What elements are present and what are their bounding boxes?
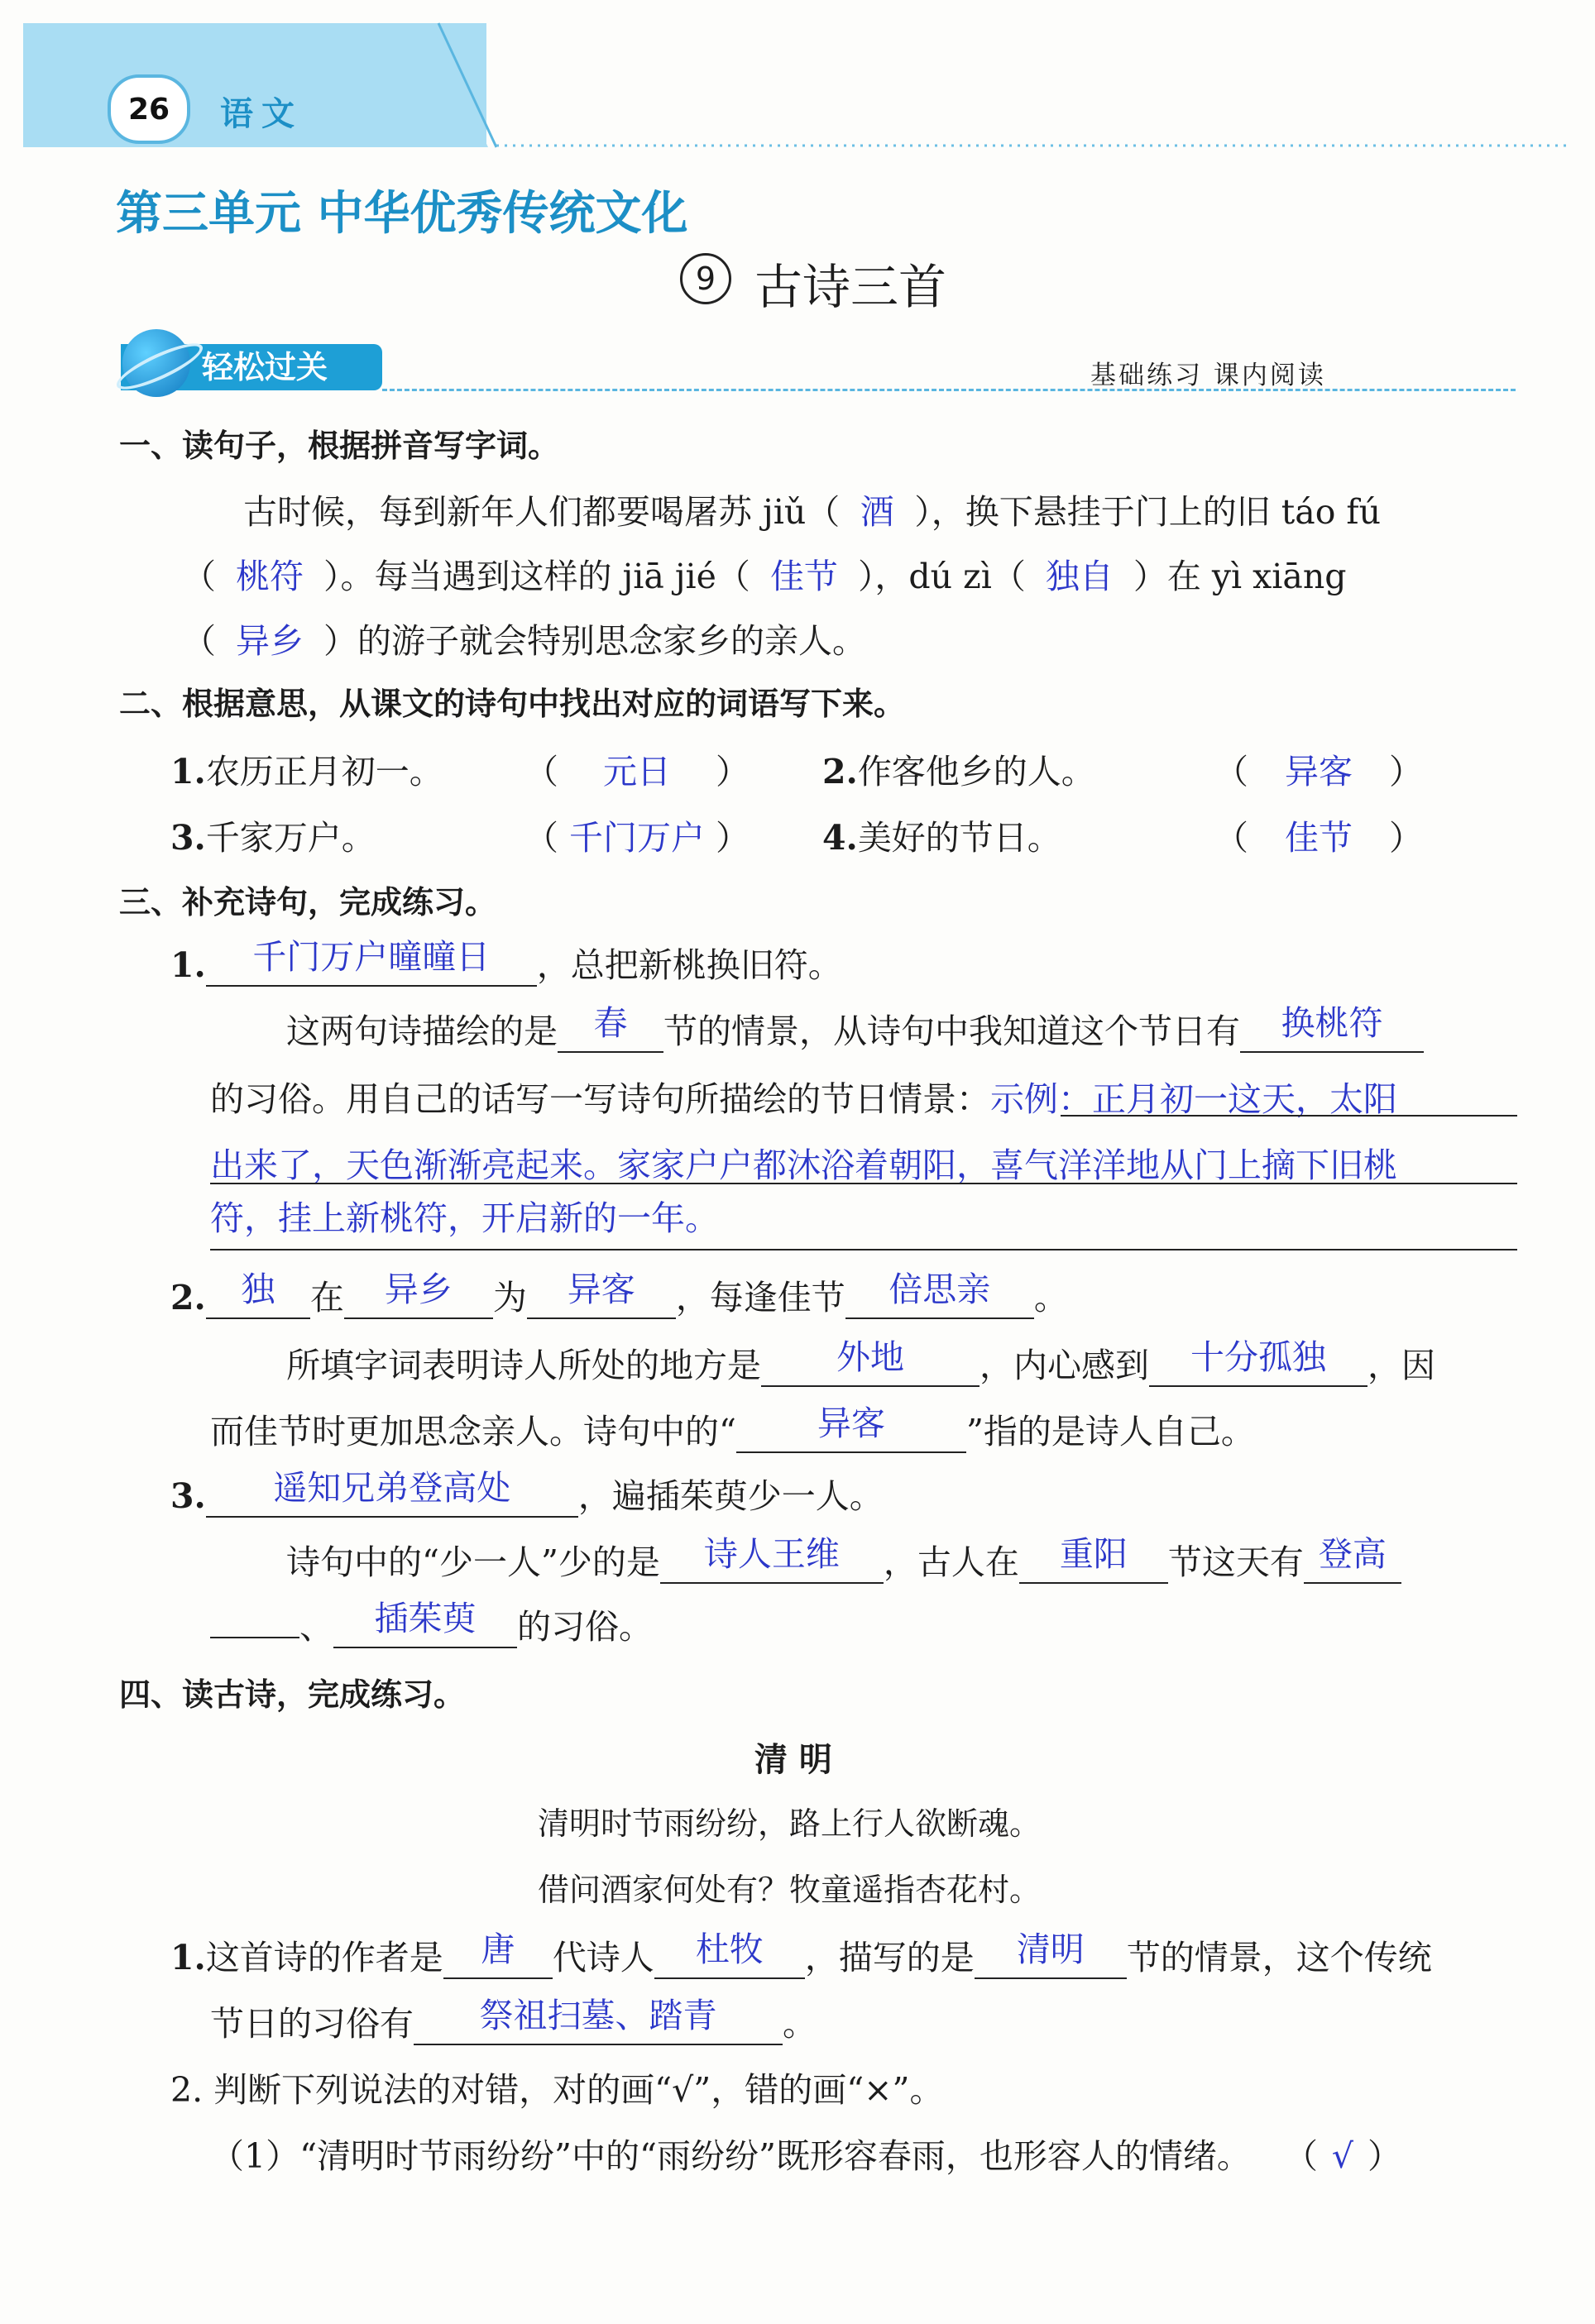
s2-item-4: 4.美好的节日。 (822, 818, 1061, 858)
answer-taofu: 桃符 (236, 557, 304, 596)
s2-item-1: 1.农历正月初一。 (170, 752, 443, 791)
page-number: 26 (108, 74, 190, 144)
header-decoration (0, 0, 1595, 165)
s4-q2-title: 2. 判断下列说法的对错，对的画“√”，错的画“×”。 (170, 2070, 944, 2110)
s4-q1-line-2: 节日的习俗有 祭祖扫墓、踏青 。 (210, 1996, 817, 2045)
s1-line-1: 古时候，每到新年人们都要喝屠苏 jiǔ（ 酒 ），换下悬挂于门上的旧 táo fú (243, 485, 1381, 533)
subject-label: 语文 (220, 94, 303, 133)
poem-line-1: 清明时节雨纷纷，路上行人欲断魂。 (538, 1805, 1042, 1842)
answer-jiu: 酒 (860, 492, 894, 532)
s3-q1-text-1: 这两句诗描绘的是 春 节的情景，从诗句中我知道这个节日有 换桃符 (286, 1004, 1424, 1053)
s3-q1-underline-2 (210, 1183, 1517, 1184)
s3-q3-line: 3. 遥知兄弟登高处 ，遍插茱萸少一人。 (170, 1469, 884, 1518)
banner-divider (382, 389, 1516, 391)
s2-item-2: 2.作客他乡的人。 (822, 752, 1095, 791)
poem-title: 清 明 (754, 1741, 832, 1779)
s3-q1-text-2: 的习俗。用自己的话写一写诗句所描绘的节日情景：示例：正月初一这天，太阳 (210, 1079, 1397, 1119)
s2-item-4-answer: （ 佳节 ） (1214, 818, 1423, 858)
s4-q2-item-1: （1）“清明时节雨纷纷”中的“雨纷纷”既形容春雨，也形容人的情绪。 （ √ ） (210, 2136, 1401, 2176)
answer-yixiang: 异乡 (236, 621, 304, 661)
section-3-title: 三、补充诗句，完成练习。 (119, 884, 497, 921)
s4-q1-line-1: 1.这首诗的作者是 唐 代诗人 杜牧 ，描写的是 清明 节的情景，这个传统 (170, 1930, 1432, 1979)
s2-item-3-answer: （ 千门万户 ） (524, 818, 750, 858)
s3-q3-text-1: 诗句中的“少一人”少的是 诗人王维 ，古人在 重阳 节这天有 登高 (286, 1535, 1401, 1584)
s3-q2-text-2: 而佳节时更加思念亲人。诗句中的“ 异客 ”指的是诗人自己。 (210, 1404, 1255, 1453)
s2-item-2-answer: （ 异客 ） (1214, 752, 1423, 791)
section-2-title: 二、根据意思，从课文的诗句中找出对应的词语写下来。 (119, 686, 906, 722)
answer-duzi: 独自 (1045, 557, 1114, 596)
s3-q2-line: 2. 独 在 异乡 为 异客 ，每逢佳节 倍思亲 。 (170, 1270, 1068, 1319)
section-1-title: 一、读句子，根据拼音写字词。 (119, 428, 560, 464)
poem-line-2: 借问酒家何处有？牧童遥指杏花村。 (538, 1872, 1042, 1908)
judge-answer-1: √ (1331, 2136, 1353, 2176)
answer-jiajie: 佳节 (769, 557, 838, 596)
s3-q1-description-3: 符，挂上新桃符，开启新的一年。 (210, 1198, 719, 1238)
s3-q1-underline-3 (210, 1249, 1517, 1250)
s3-q2-text-1: 所填字词表明诗人所处的地方是 外地 ，内心感到 十分孤独 ，因 (286, 1338, 1435, 1387)
lesson-number: 9 (680, 253, 731, 304)
s1-line-2: （ 桃符 ）。每当遇到这样的 jiā jié（ 佳节 ），dú zì（ 独自 ）在 yì xiāng (182, 549, 1347, 598)
s2-item-3: 3.千家万户。 (170, 818, 376, 858)
section-4-title: 四、读古诗，完成练习。 (119, 1676, 466, 1713)
s3-q1-line: 1. 千门万户曈曈日 ，总把新桃换旧符。 (170, 938, 842, 987)
s3-q1-description-2: 出来了，天色渐渐亮起来。家家户户都沐浴着朝阳，喜气洋洋地从门上摘下旧桃 (210, 1145, 1397, 1185)
lesson-title: 古诗三首 (754, 259, 947, 315)
exercise-tags: 基础练习 课内阅读 (1090, 361, 1326, 390)
banner-title: 轻松过关 (202, 349, 328, 385)
s1-line-3: （ 异乡 ）的游子就会特别思念家乡的亲人。 (182, 614, 866, 662)
s3-q3-text-2: 、 插茱萸 的习俗。 (210, 1600, 653, 1648)
s3-q1-underline-1 (1061, 1115, 1517, 1117)
s2-item-1-answer: （ 元日 ） (524, 752, 750, 791)
unit-title: 第三单元 中华优秀传统文化 (116, 187, 688, 241)
